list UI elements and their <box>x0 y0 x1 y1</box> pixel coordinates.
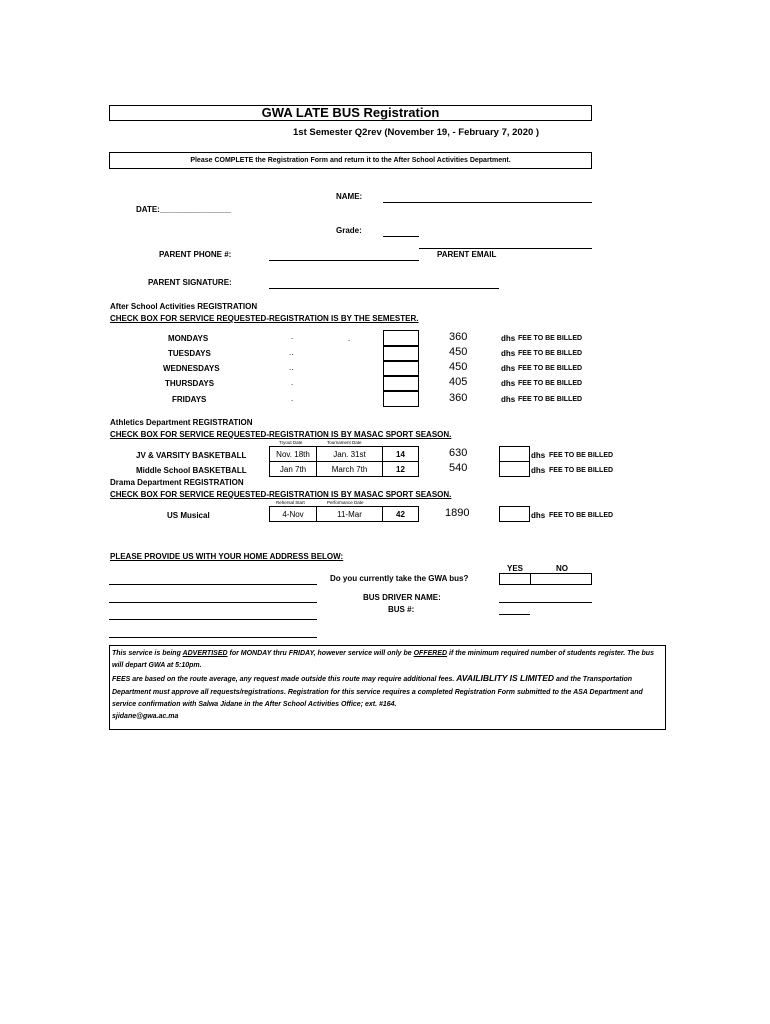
asa-heading: After School Activities REGISTRATION <box>110 302 258 311</box>
notice-advertised: ADVERTISED <box>182 650 228 657</box>
fee-note: FEE TO BE BILLED <box>518 335 583 342</box>
notice-paragraph-2 <box>112 672 663 711</box>
fee-unit: dhs <box>501 334 516 343</box>
count-cell: 42 <box>382 506 419 522</box>
notice-text: FEES are based on the route average, any request made outside this route may require additional fees. <box>112 676 457 684</box>
bus-driver-field[interactable] <box>499 602 592 603</box>
notice-offered: OFFERED <box>413 650 448 657</box>
performance-date-cell: 11-Mar <box>316 506 383 522</box>
rehersal-start-header: Rehersal Start <box>276 500 305 505</box>
rehersal-start-cell: 4-Nov <box>269 506 317 522</box>
fee-unit: dhs <box>501 379 516 388</box>
checkbox-wednesdays[interactable] <box>383 361 419 376</box>
date-field[interactable]: ________________ <box>159 205 232 214</box>
bus-driver-label: BUS DRIVER NAME: <box>363 593 441 602</box>
checkbox-tuesdays[interactable] <box>383 346 419 361</box>
day-label-wednesdays: WEDNESDAYS <box>163 364 220 373</box>
yes-checkbox[interactable] <box>499 573 531 585</box>
parent-phone-label: PARENT PHONE #: <box>159 250 232 259</box>
instruction-banner: Please COMPLETE the Registration Form and return it to the After School Activities Department. <box>109 152 592 169</box>
count-cell: 14 <box>382 446 419 462</box>
fee-us-musical: 1890 <box>445 507 470 519</box>
day-marks: .. <box>289 363 294 372</box>
fee-note: FEE TO BE BILLED <box>518 350 583 357</box>
checkbox-middle-school[interactable] <box>499 461 530 477</box>
parent-phone-field[interactable] <box>269 260 419 261</box>
asa-subheading: CHECK BOX FOR SERVICE REQUESTED-REGISTRATION IS BY THE SEMESTER. <box>110 314 419 323</box>
address-line-3[interactable] <box>109 619 317 620</box>
name-field[interactable] <box>383 202 592 203</box>
parent-signature-label: PARENT SIGNATURE: <box>148 278 232 287</box>
address-heading: PLEASE PROVIDE US WITH YOUR HOME ADDRESS BELOW: <box>110 552 344 561</box>
drama-subheading: CHECK BOX FOR SERVICE REQUESTED-REGISTRATION IS BY MASAC SPORT SEASON. <box>110 490 452 499</box>
tournament-date-cell: Jan. 31st <box>316 446 383 462</box>
semester-subtitle: 1st Semester Q2rev (November 19, - February 7, 2020 ) <box>293 127 540 138</box>
address-line-2[interactable] <box>109 602 317 603</box>
drama-label: US Musical <box>167 511 210 520</box>
sport-label: JV & VARSITY BASKETBALL <box>136 451 247 460</box>
fee-unit: dhs <box>501 364 516 373</box>
fee-thursdays: 405 <box>449 376 468 388</box>
bus-number-label: BUS #: <box>388 605 415 614</box>
no-label: NO <box>556 564 568 573</box>
fee-note: FEE TO BE BILLED <box>518 396 583 403</box>
day-marks: . <box>291 394 294 403</box>
performance-date-header: Performance Date <box>327 500 364 505</box>
name-label: NAME: <box>336 192 363 201</box>
fee-fridays: 360 <box>449 392 468 404</box>
fee-note: FEE TO BE BILLED <box>549 452 614 459</box>
fee-note: FEE TO BE BILLED <box>549 512 614 519</box>
bus-number-field[interactable] <box>499 614 530 615</box>
notice-text: if the minimum required number of students register. The bus will depart GWA at 5:10pm. <box>112 650 654 670</box>
grade-field[interactable] <box>383 236 419 237</box>
day-marks: .. <box>289 348 294 357</box>
tryout-date-header: Tryout Date <box>279 440 303 445</box>
date-label <box>136 205 231 214</box>
checkbox-mondays[interactable] <box>383 330 419 346</box>
no-checkbox[interactable] <box>530 573 592 585</box>
drama-heading: Drama Department REGISTRATION <box>110 478 244 487</box>
parent-signature-field[interactable] <box>269 288 499 289</box>
address-line-4[interactable] <box>109 637 317 638</box>
notice-paragraph-1 <box>112 648 663 672</box>
fee-unit: dhs <box>531 466 546 475</box>
address-line-1[interactable] <box>109 584 317 585</box>
day-marks-2: . <box>348 334 351 343</box>
fee-tuesdays: 450 <box>449 346 468 358</box>
checkbox-thursdays[interactable] <box>383 376 419 391</box>
day-label-fridays: FRIDAYS <box>172 395 207 404</box>
service-notice <box>109 645 666 730</box>
fee-middle-school: 540 <box>449 462 468 474</box>
parent-email-field[interactable] <box>419 248 592 249</box>
athletics-heading: Athletics Department REGISTRATION <box>110 418 253 427</box>
checkbox-jv-varsity[interactable] <box>499 446 530 462</box>
tournament-date-header: Tournament Date <box>327 440 362 445</box>
fee-unit: dhs <box>531 451 546 460</box>
day-marks: . <box>291 378 294 387</box>
tryout-date-cell: Jan 7th <box>269 461 317 477</box>
checkbox-fridays[interactable] <box>383 391 419 407</box>
count-cell: 12 <box>382 461 419 477</box>
athletics-subheading: CHECK BOX FOR SERVICE REQUESTED-REGISTRATION IS BY MASAC SPORT SEASON. <box>110 430 452 439</box>
date-label-text: DATE: <box>136 205 160 214</box>
fee-mondays: 360 <box>449 331 468 343</box>
fee-note: FEE TO BE BILLED <box>518 365 583 372</box>
day-label-thursdays: THURSDAYS <box>165 379 215 388</box>
fee-unit: dhs <box>531 511 546 520</box>
fee-unit: dhs <box>501 349 516 358</box>
day-marks: . <box>291 332 294 341</box>
day-label-tuesdays: TUESDAYS <box>168 349 211 358</box>
grade-label: Grade: <box>336 226 362 235</box>
notice-text: This service is being <box>112 650 183 657</box>
gwa-bus-question: Do you currently take the GWA bus? <box>330 574 469 583</box>
form-title: GWA LATE BUS Registration <box>109 105 592 121</box>
tryout-date-cell: Nov. 18th <box>269 446 317 462</box>
checkbox-us-musical[interactable] <box>499 506 530 522</box>
notice-text: and the Transportation Department must approve all requests/registrations. Registration for this service requires a completed Registration Form submitted to the ASA Department and service confirmation with Salwa Jidane in the After School Activities Office; ext. #164. <box>112 676 643 708</box>
notice-email[interactable]: sjidane@gwa.ac.ma <box>112 713 179 721</box>
day-label-mondays: MONDAYS <box>168 334 209 343</box>
parent-email-label: PARENT EMAIL <box>437 250 497 259</box>
notice-text: for MONDAY thru FRIDAY, however service will only be <box>227 650 414 657</box>
fee-note: FEE TO BE BILLED <box>549 467 614 474</box>
fee-unit: dhs <box>501 395 516 404</box>
sport-label: Middle School BASKETBALL <box>136 466 247 475</box>
fee-note: FEE TO BE BILLED <box>518 380 583 387</box>
notice-availability: AVAILIBLITY IS LIMITED <box>456 673 555 684</box>
fee-wednesdays: 450 <box>449 361 468 373</box>
yes-label: YES <box>507 564 524 573</box>
fee-jv-varsity: 630 <box>449 447 468 459</box>
tournament-date-cell: March 7th <box>316 461 383 477</box>
